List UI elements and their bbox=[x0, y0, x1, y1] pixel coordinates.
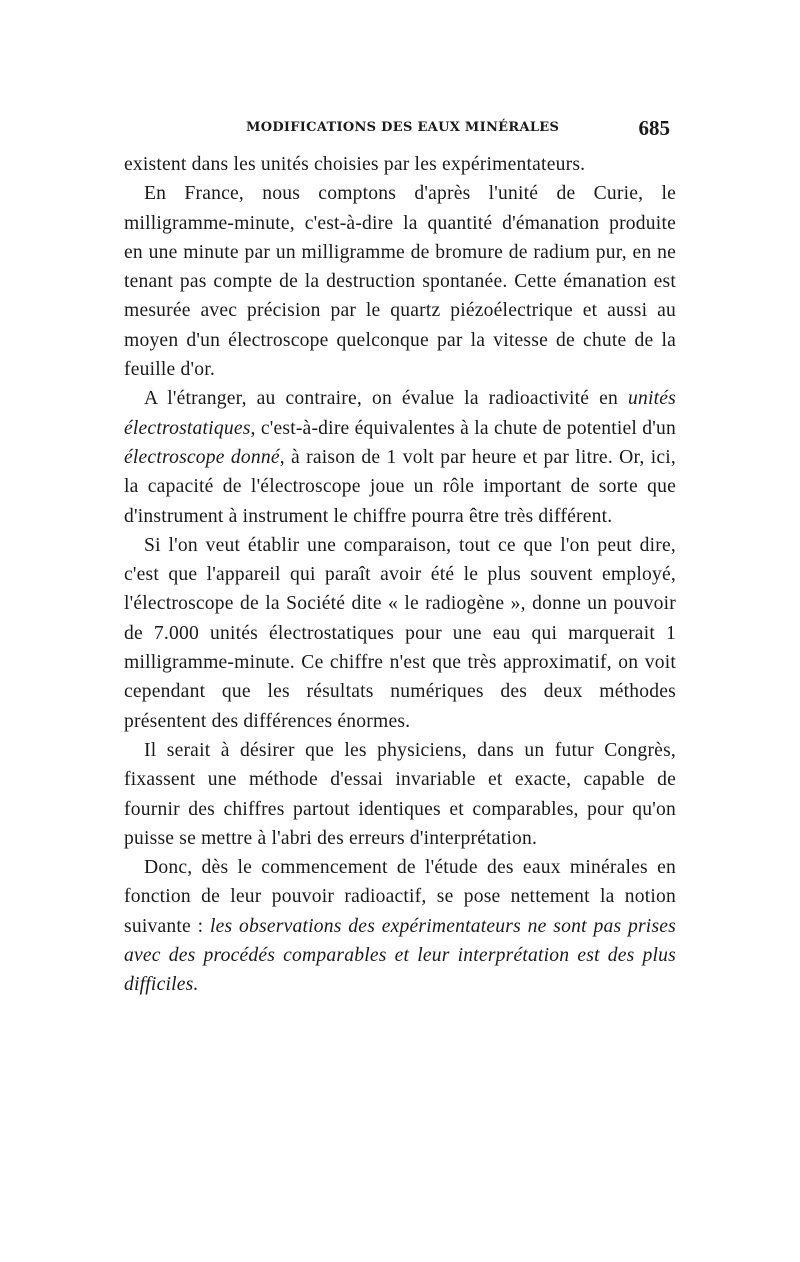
text-run: , c'est-à-dire équivalentes à la chute de potentiel d'un bbox=[250, 417, 676, 439]
paragraph-continuation: existent dans les unités choisies par les expérimentateurs. bbox=[124, 154, 586, 175]
paragraph-congress: Il serait à désirer que les physiciens, dans un futur Congrès, fixassent une méthode d'essai invariable et exacte, capable de fournir des chiffres partout identiques et comparables, pour qu'on puisse se mettre à l'abri des erreurs d'interprétation. bbox=[124, 739, 676, 849]
text-run: , à raison de 1 volt par heure et par litre. Or, ici, la capacité de l'électroscope joue un rôle important de sorte que d'instrument à instrument le chiffre pourra être très différent. bbox=[124, 446, 676, 527]
page-number: 685 bbox=[638, 116, 670, 140]
running-header bbox=[118, 116, 678, 140]
italic-conclusion: les observations des expérimentateurs ne sont pas prises avec des procédés comparables et leur interprétation est des plus difficiles. bbox=[124, 915, 676, 996]
italic-term: électroscope donné bbox=[124, 446, 280, 468]
text-run: Donc, dès le commencement de l'étude des eaux minérales en fonction de leur pouvoir radioactif, se pose nettement la notion suivante : bbox=[124, 857, 676, 937]
paragraph-curie-unit: En France, nous comptons d'après l'unité de Curie, le milligramme-minute, c'est-à-dire la quantité d'émanation produite en une minute par un milligramme de bromure de radium pur, en ne tenant pas compte de la destruction spontanée. Cette émanation est mesurée avec précision par le quartz piézoélectrique et aussi au moyen d'un électroscope quelconque par la vitesse de chute de la feuille d'or. bbox=[124, 183, 676, 381]
running-title: MODIFICATIONS DES EAUX MINÉRALES bbox=[246, 120, 560, 135]
paragraph-foreign-units bbox=[124, 384, 676, 530]
text-run: A l'étranger, au contraire, on évalue la radioactivité en bbox=[144, 388, 628, 410]
paragraph-comparison: Si l'on veut établir une comparaison, tout ce que l'on peut dire, c'est que l'appareil qui paraît avoir été le plus souvent employé, l'électroscope de la Société dite « le radiogène », donne un pouvoir de 7.000 unités électrostatiques pour une eau qui marquerait 1 milligramme-minute. Ce chiffre n'est que très approximatif, on voit cependant que les résultats numériques des deux méthodes présentent des différences énormes. bbox=[124, 534, 676, 732]
body-text bbox=[124, 150, 676, 1000]
paragraph-conclusion bbox=[124, 853, 676, 999]
italic-term: unités électrostatiques bbox=[124, 388, 676, 439]
